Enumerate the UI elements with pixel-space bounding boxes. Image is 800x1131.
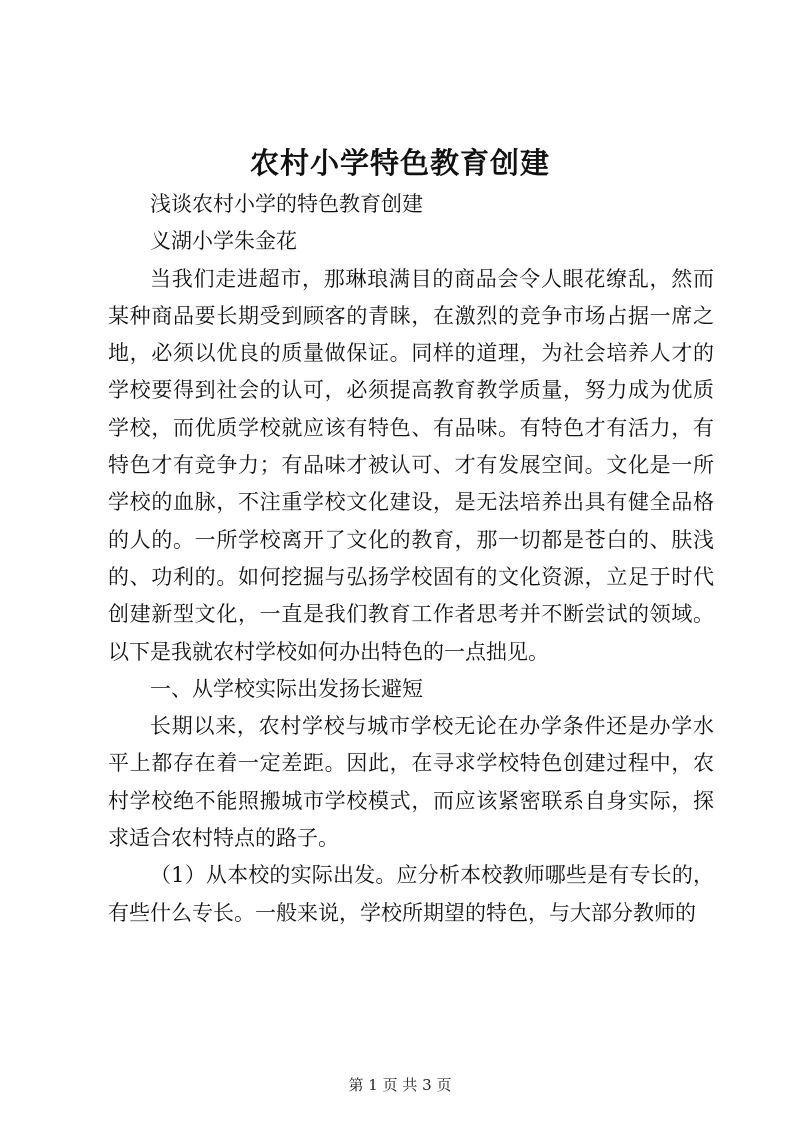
author-paragraph: 义湖小学朱金花 [150,229,297,254]
body-paragraph: 长期以来，农村学校与城市学校无论在办学条件还是办学水平上都存在着一定差距。因此，在寻求学校特色创建过程中，农村学校绝不能照搬城市学校模式，而应该紧密联系自身实际，探求适合农村特点的路子。 [108,714,714,851]
document-title: 农村小学特色教育创建 [249,146,550,180]
body-paragraph: （1）从本校的实际出发。应分析本校教师哪些是有专长的，有些什么专长。一般来说，学校所期望的特色，与大部分教师的 [108,863,714,925]
section-heading: 一、从学校实际出发扬长避短 [150,676,423,701]
document-body [108,186,714,932]
subtitle-paragraph: 浅谈农村小学的特色教育创建 [150,192,423,216]
body-paragraph: 当我们走进超市，那琳琅满目的商品会令人眼花缭乱，然而某种商品要长期受到顾客的青睐，在激烈的竞争市场占据一席之地，必须以优良的质量做保证。同样的道理，为社会培养人才的学校要得到社会的认可，必须提高教育教学质量，努力成为优质学校，而优质学校就应该有特色、有品味。有特色才有活力，有特色才有竞争力；有品味才被认可、才有发展空间。文化是一所学校的血脉，不注重学校文化建设，是无法培养出具有健全品格的人的。一所学校离开了文化的教育，那一切都是苍白的、肤浅的、功利的。如何挖掘与弘扬学校固有的文化资源，立足于时代创建新型文化，一直是我们教育工作者思考并不断尝试的领域。以下是我就农村学校如何办出特色的一点拙见。 [108,266,714,664]
page-number-footer: 第 1 页 共 3 页 [348,1076,452,1094]
